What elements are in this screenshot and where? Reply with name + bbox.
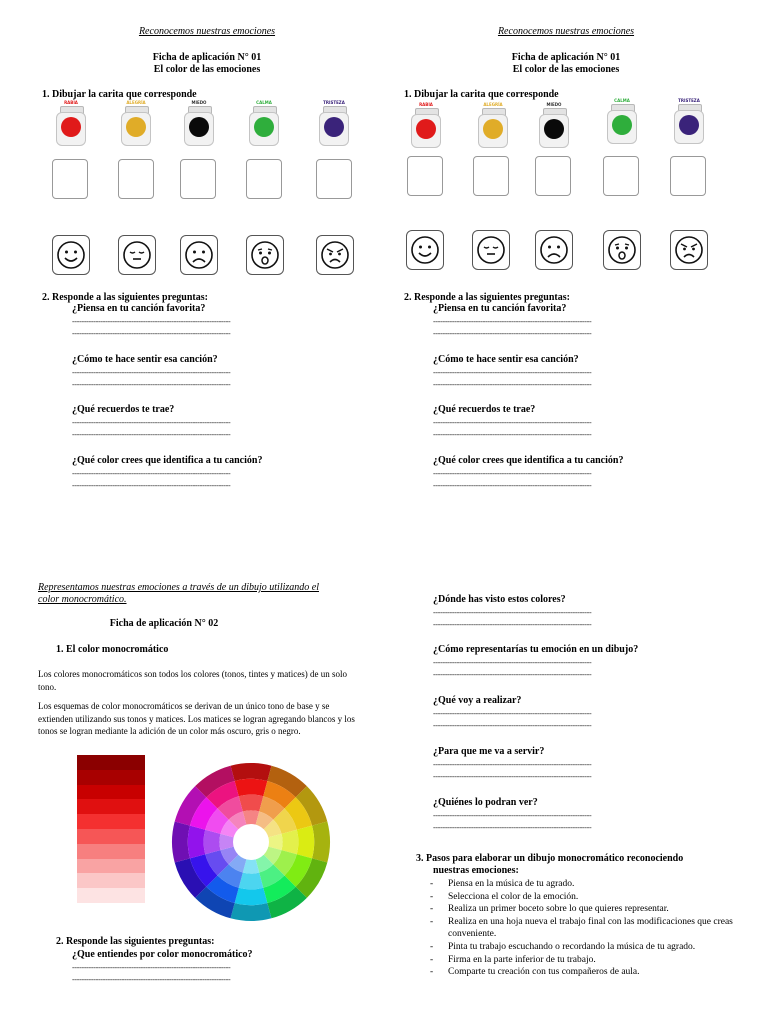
red-ball-icon — [416, 119, 436, 139]
answer-line[interactable]: ------------------------------------------------------------------- — [433, 823, 592, 832]
color-wheel-segment — [172, 822, 190, 863]
ficha-title: Ficha de aplicación N° 01 — [511, 52, 621, 63]
answer-line[interactable]: ------------------------------------------------------------------- — [433, 670, 592, 679]
drawing-box[interactable] — [316, 159, 352, 199]
question: ¿Qué voy a realizar? — [433, 695, 522, 706]
ficha-subtitle: El color de las emociones — [512, 64, 620, 75]
answer-line[interactable]: ------------------------------------------------------------------- — [433, 658, 592, 667]
drawing-box[interactable] — [407, 156, 443, 196]
jar-alegria: ALEGRÍA — [120, 100, 152, 146]
answer-line[interactable]: ------------------------------------------------------------------- — [433, 368, 592, 377]
section-1-heading: 1. Dibujar la carita que corresponde — [404, 89, 559, 100]
step-item: - Realiza un primer boceto sobre lo que quieres representar. — [430, 904, 669, 915]
color-wheel-segment — [235, 888, 268, 905]
step-item: - Comparte tu creación con tus compañeros de aula. — [430, 967, 640, 978]
answer-line[interactable]: ------------------------------------------------------------------- — [433, 608, 592, 617]
drawing-box[interactable] — [180, 159, 216, 199]
worksheet-right — [384, 0, 768, 512]
jar-alegria: ALEGRÍA — [477, 102, 509, 148]
red-swatch — [77, 770, 145, 785]
red-swatch — [77, 859, 145, 874]
answer-line[interactable]: ------------------------------------------------------------------- — [72, 329, 231, 338]
red-swatch — [77, 799, 145, 814]
green-ball-icon — [254, 117, 274, 137]
answer-line[interactable]: ------------------------------------------------------------------- — [72, 469, 231, 478]
section-2-heading: 2. Responde a las siguientes preguntas: — [404, 292, 570, 303]
section-1-heading: 1. Dibujar la carita que corresponde — [42, 89, 197, 100]
emotion-jars-panel — [48, 98, 358, 276]
answer-line[interactable]: ------------------------------------------------------------------- — [433, 481, 592, 490]
step-item: - Selecciona el color de la emoción. — [430, 891, 579, 902]
calm-face-icon — [118, 235, 156, 275]
drawing-box[interactable] — [473, 156, 509, 196]
purple-ball-icon — [679, 115, 699, 135]
drawing-box[interactable] — [535, 156, 571, 196]
ficha-title: Ficha de aplicación N° 01 — [152, 52, 262, 63]
worksheet-left — [0, 0, 384, 512]
red-swatch — [77, 785, 145, 800]
section-1-heading: 1. El color monocromático — [56, 644, 169, 655]
jar-rabia: RABIA — [410, 102, 442, 148]
answer-line[interactable]: ------------------------------------------------------------------- — [433, 709, 592, 718]
red-ball-icon — [61, 117, 81, 137]
answer-line[interactable]: ------------------------------------------------------------------- — [433, 620, 592, 629]
color-wheel-segment — [239, 795, 264, 812]
color-wheel-segment — [235, 779, 268, 796]
question: ¿Dónde has visto estos colores? — [433, 594, 566, 605]
calm-face-icon — [472, 230, 510, 270]
ficha-02-title: Ficha de aplicación N° 02 — [109, 618, 219, 629]
drawing-box[interactable] — [603, 156, 639, 196]
drawing-box[interactable] — [52, 159, 88, 199]
question: ¿Que entiendes por color monocromático? — [72, 949, 253, 960]
answer-line[interactable]: ------------------------------------------------------------------- — [433, 469, 592, 478]
answer-line[interactable]: ------------------------------------------------------------------- — [72, 481, 231, 490]
jar-miedo: MIEDO — [538, 102, 570, 148]
question: ¿Quiénes lo podran ver? — [433, 797, 538, 808]
question: ¿Qué recuerdos te trae? — [433, 404, 536, 415]
sad-face-icon — [535, 230, 573, 270]
question: ¿Para que me va a servir? — [433, 746, 545, 757]
color-wheel-segment — [297, 826, 314, 859]
black-ball-icon — [189, 117, 209, 137]
red-swatch — [77, 755, 145, 770]
jar-miedo: MIEDO — [183, 100, 215, 146]
answer-line[interactable]: ------------------------------------------------------------------- — [433, 380, 592, 389]
yellow-ball-icon — [483, 119, 503, 139]
sheet-header: Reconocemos nuestras emociones — [138, 26, 276, 37]
answer-line[interactable]: ------------------------------------------------------------------- — [72, 418, 231, 427]
answer-line[interactable]: ------------------------------------------------------------------- — [72, 317, 231, 326]
answer-line[interactable]: ------------------------------------------------------------------- — [433, 317, 592, 326]
section-2-heading: 2. Responde las siguientes preguntas: — [56, 936, 215, 947]
step-item: - Piensa en la música de tu agrado. — [430, 879, 575, 889]
angry-face-icon — [670, 230, 708, 270]
red-swatch-column — [77, 755, 145, 903]
answer-line[interactable]: ------------------------------------------------------------------- — [433, 418, 592, 427]
paragraph-monochrome-definition: Los colores monocromáticos son todos los colores (tonos, tintes y matices) de un solo tono. — [38, 669, 347, 692]
jar-calma: CALMA — [248, 100, 280, 146]
color-wheel-segment — [231, 763, 272, 781]
ficha-subtitle: El color de las emociones — [153, 64, 261, 75]
drawing-box[interactable] — [118, 159, 154, 199]
color-wheel-segment — [312, 822, 330, 863]
color-wheel-segment — [188, 826, 205, 859]
answer-line[interactable]: ------------------------------------------------------------------- — [433, 811, 592, 820]
happy-face-icon — [406, 230, 444, 270]
answer-line[interactable]: ------------------------------------------------------------------- — [72, 430, 231, 439]
answer-line[interactable]: ------------------------------------------------------------------- — [433, 772, 592, 781]
red-swatch — [77, 814, 145, 829]
question: ¿Qué recuerdos te trae? — [72, 404, 175, 415]
question: ¿Cómo te hace sentir esa canción? — [433, 354, 579, 365]
angry-face-icon — [316, 235, 354, 275]
question: ¿Cómo te hace sentir esa canción? — [72, 354, 218, 365]
red-swatch — [77, 873, 145, 888]
answer-line[interactable]: ------------------------------------------------------------------- — [433, 760, 592, 769]
scared-face-icon — [246, 235, 284, 275]
color-wheel-segment — [239, 873, 264, 890]
green-ball-icon — [612, 115, 632, 135]
color-wheel-segment — [231, 903, 272, 921]
color-wheel — [170, 760, 332, 924]
emotion-jars-panel — [402, 98, 712, 276]
happy-face-icon — [52, 235, 90, 275]
question: ¿Piensa en tu canción favorita? — [72, 303, 206, 314]
scared-face-icon — [603, 230, 641, 270]
step-item: - Firma en la parte inferior de tu trabajo. — [430, 954, 596, 965]
sheet-header: Reconocemos nuestras emociones — [497, 26, 635, 37]
step-item: - Realiza en una hoja nueva el trabajo final con las modificaciones que creas conveniente. — [430, 916, 733, 940]
step-item: - Pinta tu trabajo escuchando o recordando la música de tu agrado. — [430, 941, 696, 952]
steps-list — [430, 878, 740, 979]
paragraph-monochrome-schemes: Los esquemas de color monocromáticos se derivan de un único tono de base y se extienden utilizando sus tonos y matices. Los matices se logran agregando blancos y los tonos se logran mediante la adición de un color más oscuro, gris o negro. — [38, 701, 355, 736]
color-wheel-center — [233, 824, 269, 860]
question: ¿Cómo representarías tu emoción en un dibujo? — [433, 644, 639, 655]
jar-rabia: RABIA — [55, 100, 87, 146]
sheet-2-header: Representamos nuestras emociones a través de un dibujo utilizando el color monocromático. — [38, 582, 319, 605]
drawing-box[interactable] — [670, 156, 706, 196]
color-wheel-segment — [282, 830, 299, 855]
red-swatch — [77, 888, 145, 903]
answer-line[interactable]: ------------------------------------------------------------------- — [72, 963, 231, 972]
question: ¿Piensa en tu canción favorita? — [433, 303, 567, 314]
drawing-box[interactable] — [246, 159, 282, 199]
black-ball-icon — [544, 119, 564, 139]
jar-tristeza: TRISTEZA — [673, 98, 705, 144]
sad-face-icon — [180, 235, 218, 275]
answer-line[interactable]: ------------------------------------------------------------------- — [433, 329, 592, 338]
section-2-heading: 2. Responde a las siguientes preguntas: — [42, 292, 208, 303]
answer-line[interactable]: ------------------------------------------------------------------- — [433, 721, 592, 730]
question: ¿Qué color crees que identifica a tu canción? — [433, 455, 624, 466]
yellow-ball-icon — [126, 117, 146, 137]
section-3-heading: 3. Pasos para elaborar un dibujo monocromático reconociendo nuestras emociones: — [416, 853, 684, 876]
answer-line[interactable]: ------------------------------------------------------------------- — [72, 975, 231, 984]
question: ¿Qué color crees que identifica a tu canción? — [72, 455, 263, 466]
red-swatch — [77, 829, 145, 844]
jar-calma: CALMA — [606, 98, 638, 144]
color-wheel-segment — [204, 830, 221, 855]
jar-tristeza: TRISTEZA — [318, 100, 350, 146]
answer-line[interactable]: ------------------------------------------------------------------- — [433, 430, 592, 439]
answer-line[interactable]: ------------------------------------------------------------------- — [72, 380, 231, 389]
purple-ball-icon — [324, 117, 344, 137]
worksheet-2-right — [384, 512, 768, 1024]
answer-line[interactable]: ------------------------------------------------------------------- — [72, 368, 231, 377]
worksheet-2-left — [0, 512, 384, 1024]
red-swatch — [77, 844, 145, 859]
